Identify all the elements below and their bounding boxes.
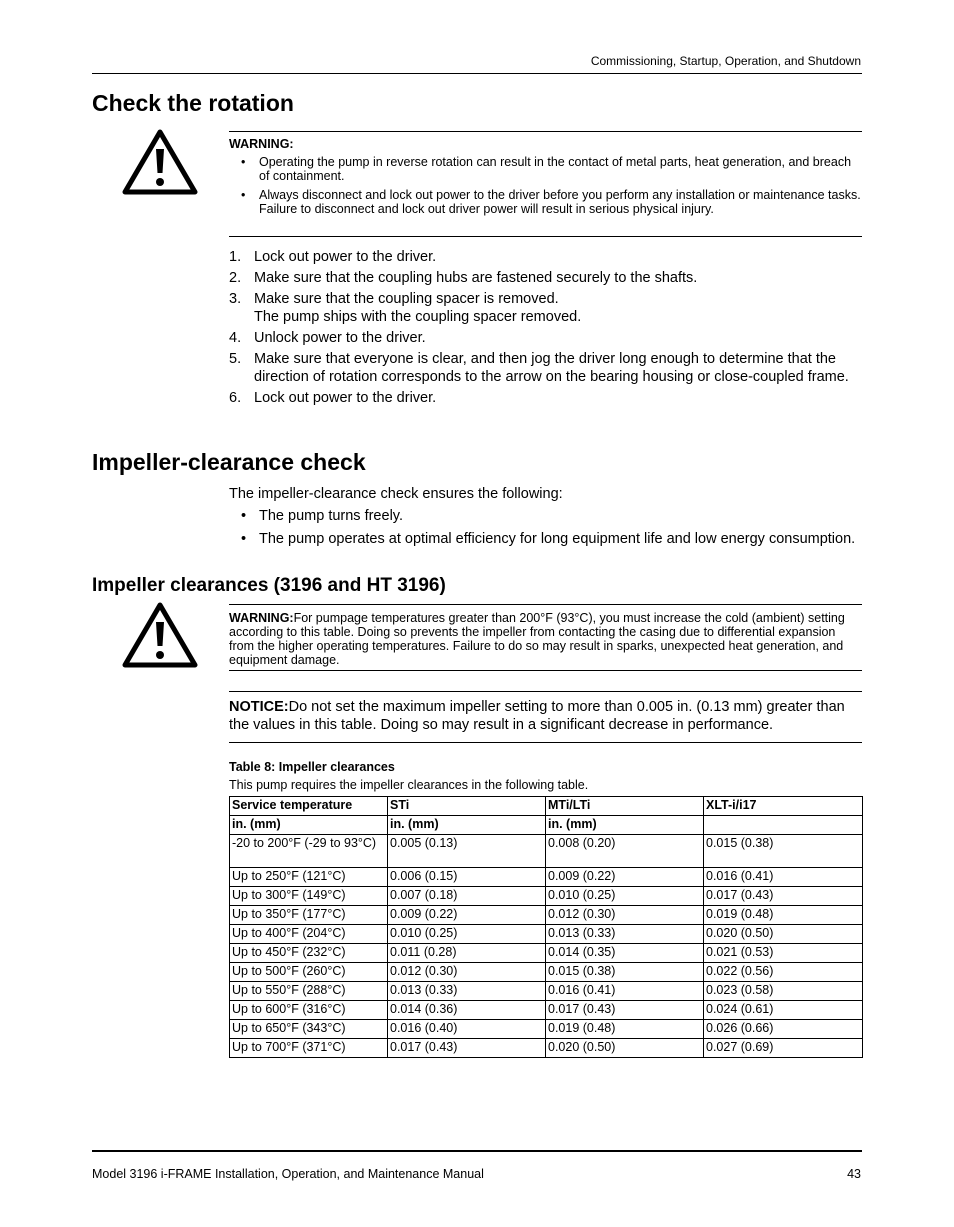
clearance-warning — [229, 611, 862, 667]
table-cell: Up to 500°F (260°C) — [230, 963, 388, 982]
table-cell: 0.010 (0.25) — [388, 925, 546, 944]
table-row — [230, 1020, 863, 1039]
table-cell: Up to 250°F (121°C) — [230, 868, 388, 887]
table-cell: Up to 650°F (343°C) — [230, 1020, 388, 1039]
section-title-impeller-check: Impeller-clearance check — [92, 449, 366, 475]
step-number: 5. — [229, 351, 242, 367]
table-cell: Up to 400°F (204°C) — [230, 925, 388, 944]
table-cell: 0.015 (0.38) — [546, 963, 704, 982]
table-header-cell: MTi/LTi — [546, 797, 704, 816]
table-cell: 0.016 (0.41) — [704, 868, 863, 887]
list-item: • The pump turns freely. — [229, 507, 862, 525]
table-cell: 0.011 (0.28) — [388, 944, 546, 963]
table-row — [230, 925, 863, 944]
table-row — [230, 1039, 863, 1058]
notice-box — [229, 698, 862, 734]
subsection-title-clearances: Impeller clearances (3196 and HT 3196) — [92, 575, 446, 596]
rotation-warning — [229, 137, 862, 221]
step-item — [229, 290, 862, 326]
table-row — [230, 887, 863, 906]
step-item — [229, 389, 862, 407]
footer-manual-title: Model 3196 i-FRAME Installation, Operation, and Maintenance Manual — [92, 1167, 484, 1181]
table-cell: 0.017 (0.43) — [546, 1001, 704, 1020]
section-title-rotation: Check the rotation — [92, 90, 294, 116]
warning-top-rule — [229, 604, 862, 605]
table-cell: Up to 300°F (149°C) — [230, 887, 388, 906]
table-cell: 0.013 (0.33) — [388, 982, 546, 1001]
table-cell: -20 to 200°F (-29 to 93°C) — [230, 835, 388, 868]
table-cell: 0.014 (0.35) — [546, 944, 704, 963]
table-cell: 0.026 (0.66) — [704, 1020, 863, 1039]
step-text: Lock out power to the driver. — [254, 390, 437, 406]
table-header-cell: STi — [388, 797, 546, 816]
warning-triangle-icon — [122, 129, 198, 195]
step-item — [229, 269, 862, 287]
step-number: 3. — [229, 291, 242, 307]
running-header: Commissioning, Startup, Operation, and Shutdown — [590, 54, 861, 68]
table-cell: 0.007 (0.18) — [388, 887, 546, 906]
notice-text: Do not set the maximum impeller setting to more than 0.005 in. (0.13 mm) greater than the values in this table. Doing so may result in a significant decrease in performance. — [229, 699, 845, 733]
table-cell: 0.024 (0.61) — [704, 1001, 863, 1020]
table-header-row — [230, 797, 863, 816]
table-cell: 0.013 (0.33) — [546, 925, 704, 944]
table-cell: 0.014 (0.36) — [388, 1001, 546, 1020]
warning-bottom-rule — [229, 236, 862, 237]
table-header-cell: in. (mm) — [388, 816, 546, 835]
table-header-cell: in. (mm) — [546, 816, 704, 835]
notice-label: NOTICE: — [229, 699, 289, 715]
step-text: Make sure that everyone is clear, and then jog the driver long enough to determine that the direction of rotation corresponds to the arrow on the bearing housing or close-coupled frame. — [254, 351, 849, 385]
impeller-intro: The impeller-clearance check ensures the following: — [229, 486, 563, 502]
table-cell: 0.009 (0.22) — [546, 868, 704, 887]
header-rule — [92, 73, 862, 74]
page-number: 43 — [847, 1167, 861, 1181]
table-cell: 0.005 (0.13) — [388, 835, 546, 868]
table-cell: 0.015 (0.38) — [704, 835, 863, 868]
list-item: • The pump operates at optimal efficiency for long equipment life and low energy consumption. — [229, 530, 862, 548]
warning-top-rule — [229, 131, 862, 132]
warning-label: WARNING: — [229, 137, 294, 151]
table-cell: 0.012 (0.30) — [388, 963, 546, 982]
warning-triangle-icon — [122, 602, 198, 668]
table-cell: 0.009 (0.22) — [388, 906, 546, 925]
impeller-bullets — [229, 507, 862, 553]
table-cell: 0.017 (0.43) — [388, 1039, 546, 1058]
table-header-cell: in. (mm) — [230, 816, 388, 835]
table-cell: 0.023 (0.58) — [704, 982, 863, 1001]
table-cell: 0.021 (0.53) — [704, 944, 863, 963]
table-cell: 0.006 (0.15) — [388, 868, 546, 887]
warning-item: • Operating the pump in reverse rotation can result in the contact of metal parts, heat generation, and breach of containment. — [229, 155, 862, 183]
table-cell: Up to 350°F (177°C) — [230, 906, 388, 925]
step-text: Make sure that the coupling spacer is removed. — [254, 291, 559, 307]
step-text: Lock out power to the driver. — [254, 249, 437, 265]
step-text: Make sure that the coupling hubs are fastened securely to the shafts. — [254, 270, 698, 286]
table-row — [230, 868, 863, 887]
warning-bottom-rule — [229, 670, 862, 671]
warning-item: • Always disconnect and lock out power to the driver before you perform any installation or maintenance tasks. Failure to disconnect and lock out driver power will result in serious physical injury. — [229, 188, 862, 216]
footer-rule — [92, 1150, 862, 1152]
table-cell: 0.020 (0.50) — [546, 1039, 704, 1058]
table-cell: 0.019 (0.48) — [704, 906, 863, 925]
table-row — [230, 906, 863, 925]
step-item — [229, 350, 862, 386]
table-cell: 0.020 (0.50) — [704, 925, 863, 944]
table-cell: Up to 450°F (232°C) — [230, 944, 388, 963]
table-cell: 0.022 (0.56) — [704, 963, 863, 982]
step-item — [229, 248, 862, 266]
table-header-cell: XLT-i/i17 — [704, 797, 863, 816]
table-row — [230, 982, 863, 1001]
table-cell: Up to 600°F (316°C) — [230, 1001, 388, 1020]
table-cell: 0.012 (0.30) — [546, 906, 704, 925]
impeller-clearance-table — [229, 796, 863, 1058]
table-cell: 0.010 (0.25) — [546, 887, 704, 906]
table-caption: Table 8: Impeller clearances — [229, 760, 395, 774]
step-number: 6. — [229, 390, 242, 406]
table-cell: Up to 700°F (371°C) — [230, 1039, 388, 1058]
table-description: This pump requires the impeller clearances in the following table. — [229, 778, 589, 792]
table-cell: 0.019 (0.48) — [546, 1020, 704, 1039]
table-cell: 0.017 (0.43) — [704, 887, 863, 906]
notice-bottom-rule — [229, 742, 862, 743]
table-cell: 0.016 (0.41) — [546, 982, 704, 1001]
step-item — [229, 329, 862, 347]
table-row — [230, 963, 863, 982]
warning-label: WARNING: — [229, 611, 294, 625]
table-header-cell — [704, 816, 863, 835]
warning-text: For pumpage temperatures greater than 200°F (93°C), you must increase the cold (ambient) setting according to this table. Doing so prevents the impeller from contacting the casing due to differential expansion from the higher operating temperatures. Failure to do so may result in sparks, unexpected heat generation, and equipment damage. — [229, 611, 845, 667]
step-number: 2. — [229, 270, 242, 286]
table-cell: 0.008 (0.20) — [546, 835, 704, 868]
rotation-steps — [229, 248, 862, 410]
table-header-row — [230, 816, 863, 835]
step-number: 4. — [229, 330, 242, 346]
table-row — [230, 1001, 863, 1020]
step-number: 1. — [229, 249, 242, 265]
table-row — [230, 944, 863, 963]
table-header-cell: Service temperature — [230, 797, 388, 816]
table-cell: 0.016 (0.40) — [388, 1020, 546, 1039]
notice-top-rule — [229, 691, 862, 692]
step-result: The pump ships with the coupling spacer removed. — [254, 309, 582, 325]
table-cell: Up to 550°F (288°C) — [230, 982, 388, 1001]
step-text: Unlock power to the driver. — [254, 330, 426, 346]
table-row — [230, 835, 863, 868]
table-cell: 0.027 (0.69) — [704, 1039, 863, 1058]
